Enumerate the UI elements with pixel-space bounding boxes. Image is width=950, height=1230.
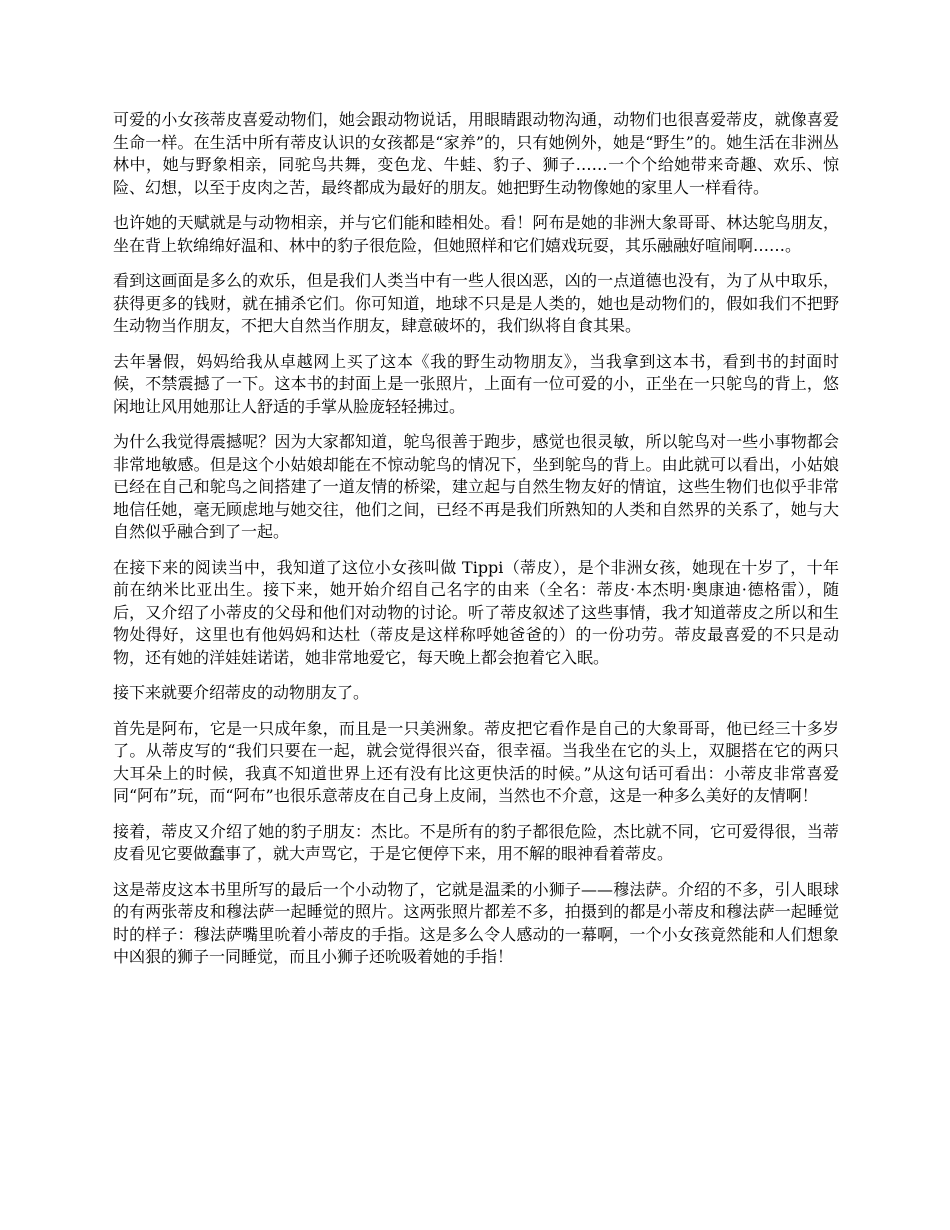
paragraph-10: 这是蒂皮这本书里所写的最后一个小动物了，它就是温柔的小狮子——穆法萨。介绍的不多，引人眼球的有两张蒂皮和穆法萨一起睡觉的照片。这两张照片都差不多，拍摄到的都是小蒂皮和穆法萨一起睡觉时的样子：穆法萨嘴里吮着小蒂皮的手指。这是多么令人感动的一幕啊，一个小女孩竟然能和人们想象中凶狠的狮子一同睡觉，而且小狮子还吮吸着她的手指！ bbox=[113, 879, 839, 966]
paragraph-6: 在接下来的阅读当中，我知道了这位小女孩叫做 Tippi（蒂皮），是个非洲女孩，她现在十岁了，十年前在纳米比亚出生。接下来，她开始介绍自己名字的由来（全名：蒂皮·本杰明·奥康迪·德格雷），随后，又介绍了小蒂皮的父母和他们对动物的讨论。听了蒂皮叙述了这些事情，我才知道蒂皮之所以和生物处得好，这里也有他妈妈和达杜（蒂皮是这样称呼她爸爸的）的一份功劳。蒂皮最喜爱的不只是动物，还有她的洋娃娃诺诺，她非常地爱它，每天晚上都会抱着它入眠。 bbox=[113, 557, 839, 667]
paragraph-3: 看到这画面是多么的欢乐，但是我们人类当中有一些人很凶恶，凶的一点道德也没有，为了从中取乐，获得更多的钱财，就在捕杀它们。你可知道，地球不只是是人类的，她也是动物们的，假如我们不把野生动物当作朋友，不把大自然当作朋友，肆意破坏的，我们纵将自食其果。 bbox=[113, 271, 839, 335]
paragraph-5: 为什么我觉得震撼呢？因为大家都知道，鸵鸟很善于跑步，感觉也很灵敏，所以鸵鸟对一些小事物都会非常地敏感。但是这个小姑娘却能在不惊动鸵鸟的情况下，坐到鸵鸟的背上。由此就可以看出，小姑娘已经在自己和鸵鸟之间搭建了一道友情的桥梁，建立起与自然生物友好的情谊，这些生物们也似乎非常地信任她，毫无顾虑地与她交往，他们之间，已经不再是我们所熟知的人类和自然界的关系了，她与大自然似乎融合到了一起。 bbox=[113, 432, 839, 541]
paragraph-8: 首先是阿布，它是一只成年象，而且是一只美洲象。蒂皮把它看作是自己的大象哥哥，他已经三十多岁了。从蒂皮写的“我们只要在一起，就会觉得很兴奋，很幸福。当我坐在它的头上，双腿搭在它的两只大耳朵上的时候，我真不知道世界上还有没有比这更快活的时候。”从这句话可看出：小蒂皮非常喜爱同“阿布”玩，而“阿布”也很乐意蒂皮在自己身上皮闹，当然也不介意，这是一种多么美好的友情啊！ bbox=[113, 718, 839, 805]
paragraph-2: 也许她的天赋就是与动物相亲，并与它们能和睦相处。看！阿布是她的非洲大象哥哥、林达鸵鸟朋友，坐在背上软绵绵好温和、林中的豹子很危险，但她照样和它们嬉戏玩耍，其乐融融好喧闹啊……。 bbox=[113, 213, 839, 255]
document-body bbox=[113, 109, 839, 982]
paragraph-4: 去年暑假，妈妈给我从卓越网上买了这本《我的野生动物朋友》，当我拿到这本书，看到书的封面时候，不禁震撼了一下。这本书的封面上是一张照片，上面有一位可爱的小，正坐在一只鸵鸟的背上，悠闲地让风用她那让人舒适的手掌从脸庞轻轻拂过。 bbox=[113, 351, 839, 416]
paragraph-7: 接下来就要介绍蒂皮的动物朋友了。 bbox=[113, 683, 370, 702]
paragraph-1: 可爱的小女孩蒂皮喜爱动物们，她会跟动物说话，用眼睛跟动物沟通，动物们也很喜爱蒂皮，就像喜爱生命一样。在生活中所有蒂皮认识的女孩都是“家养”的，只有她例外，她是“野生”的。她生活在非洲丛林中，她与野象相亲，同驼鸟共舞，变色龙、牛蛙、豹子、狮子……一个个给她带来奇趣、欢乐、惊险、幻想，以至于皮肉之苦，最终都成为最好的朋友。她把野生动物像她的家里人一样看待。 bbox=[113, 110, 839, 197]
paragraph-9: 接着，蒂皮又介绍了她的豹子朋友：杰比。不是所有的豹子都很危险，杰比就不同，它可爱得很，当蒂皮看见它要做蠢事了，就大声骂它，于是它便停下来，用不解的眼神看着蒂皮。 bbox=[113, 821, 839, 863]
